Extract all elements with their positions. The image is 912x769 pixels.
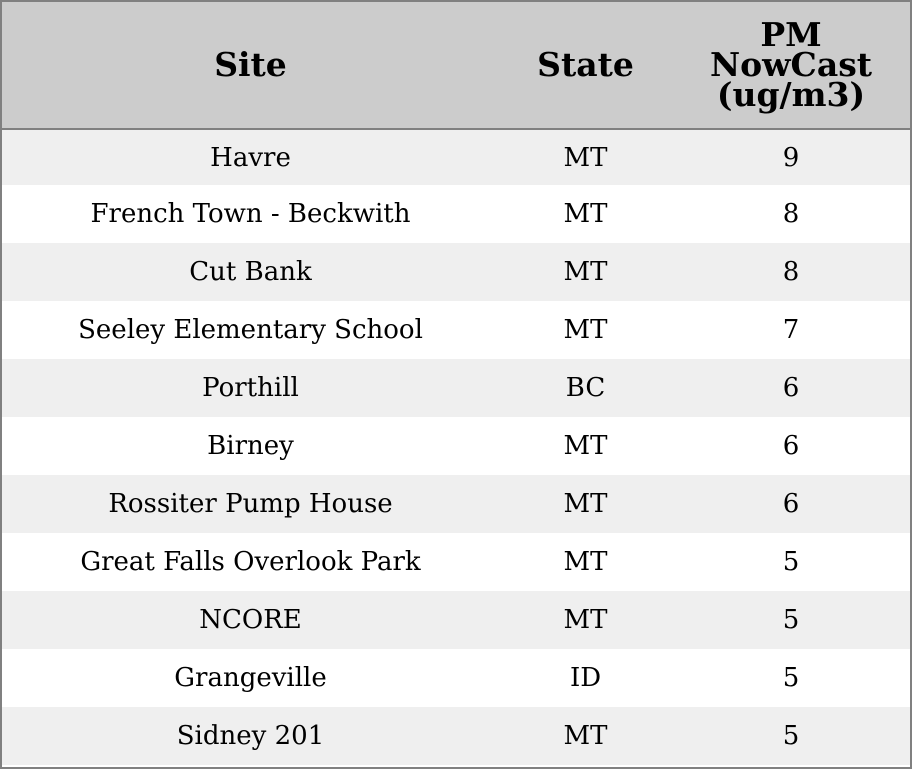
pm-nowcast-cell: 6	[782, 373, 800, 403]
site-cell: Cut Bank	[189, 257, 312, 287]
table-row	[2, 359, 910, 417]
state-cell: MT	[563, 489, 608, 519]
pm-nowcast-cell: 5	[782, 663, 800, 693]
pm-nowcast-cell: 5	[782, 721, 800, 751]
state-cell: MT	[563, 257, 608, 287]
state-cell: MT	[563, 199, 608, 229]
site-cell: Birney	[207, 431, 294, 461]
pm-nowcast-cell: 9	[782, 142, 800, 173]
table-row	[2, 649, 910, 707]
table-row	[2, 591, 910, 649]
table-row	[2, 185, 910, 243]
header-row	[2, 2, 910, 129]
table-header	[2, 2, 910, 129]
site-cell: Seeley Elementary School	[78, 315, 423, 345]
site-cell: Porthill	[202, 373, 299, 403]
pm-nowcast-cell: 6	[782, 489, 800, 519]
state-cell: MT	[563, 721, 608, 751]
state-cell: MT	[563, 431, 608, 461]
table-row	[2, 129, 910, 185]
table-row	[2, 475, 910, 533]
air-quality-table	[2, 2, 910, 765]
state-cell: MT	[563, 315, 608, 345]
state-cell: ID	[569, 663, 602, 693]
state-cell: MT	[563, 547, 608, 577]
table-row	[2, 533, 910, 591]
pm-nowcast-cell: 8	[782, 199, 800, 229]
table-row	[2, 243, 910, 301]
pm-nowcast-cell: 6	[782, 431, 800, 461]
table-row	[2, 417, 910, 475]
pm-nowcast-header-label: PM NowCast (ug/m3)	[709, 15, 873, 114]
state-cell: BC	[565, 373, 606, 403]
table-row	[2, 707, 910, 765]
column-header-state: State	[499, 2, 672, 129]
table-row	[2, 301, 910, 359]
column-header-pm-nowcast	[672, 2, 910, 129]
site-cell: Havre	[210, 142, 291, 173]
pm-nowcast-cell: 7	[782, 315, 800, 345]
site-cell: Sidney 201	[176, 721, 325, 751]
table-body	[2, 129, 910, 765]
site-cell: French Town - Beckwith	[90, 199, 411, 229]
site-cell: Great Falls Overlook Park	[80, 547, 421, 577]
pm-nowcast-cell: 5	[782, 547, 800, 577]
state-cell: MT	[563, 142, 608, 173]
state-cell: MT	[563, 605, 608, 635]
site-cell: Rossiter Pump House	[108, 489, 393, 519]
site-cell: Grangeville	[174, 663, 327, 693]
site-cell: NCORE	[199, 605, 302, 635]
pm-nowcast-cell: 8	[782, 257, 800, 287]
column-header-site: Site	[2, 2, 499, 129]
pm-nowcast-cell: 5	[782, 605, 800, 635]
